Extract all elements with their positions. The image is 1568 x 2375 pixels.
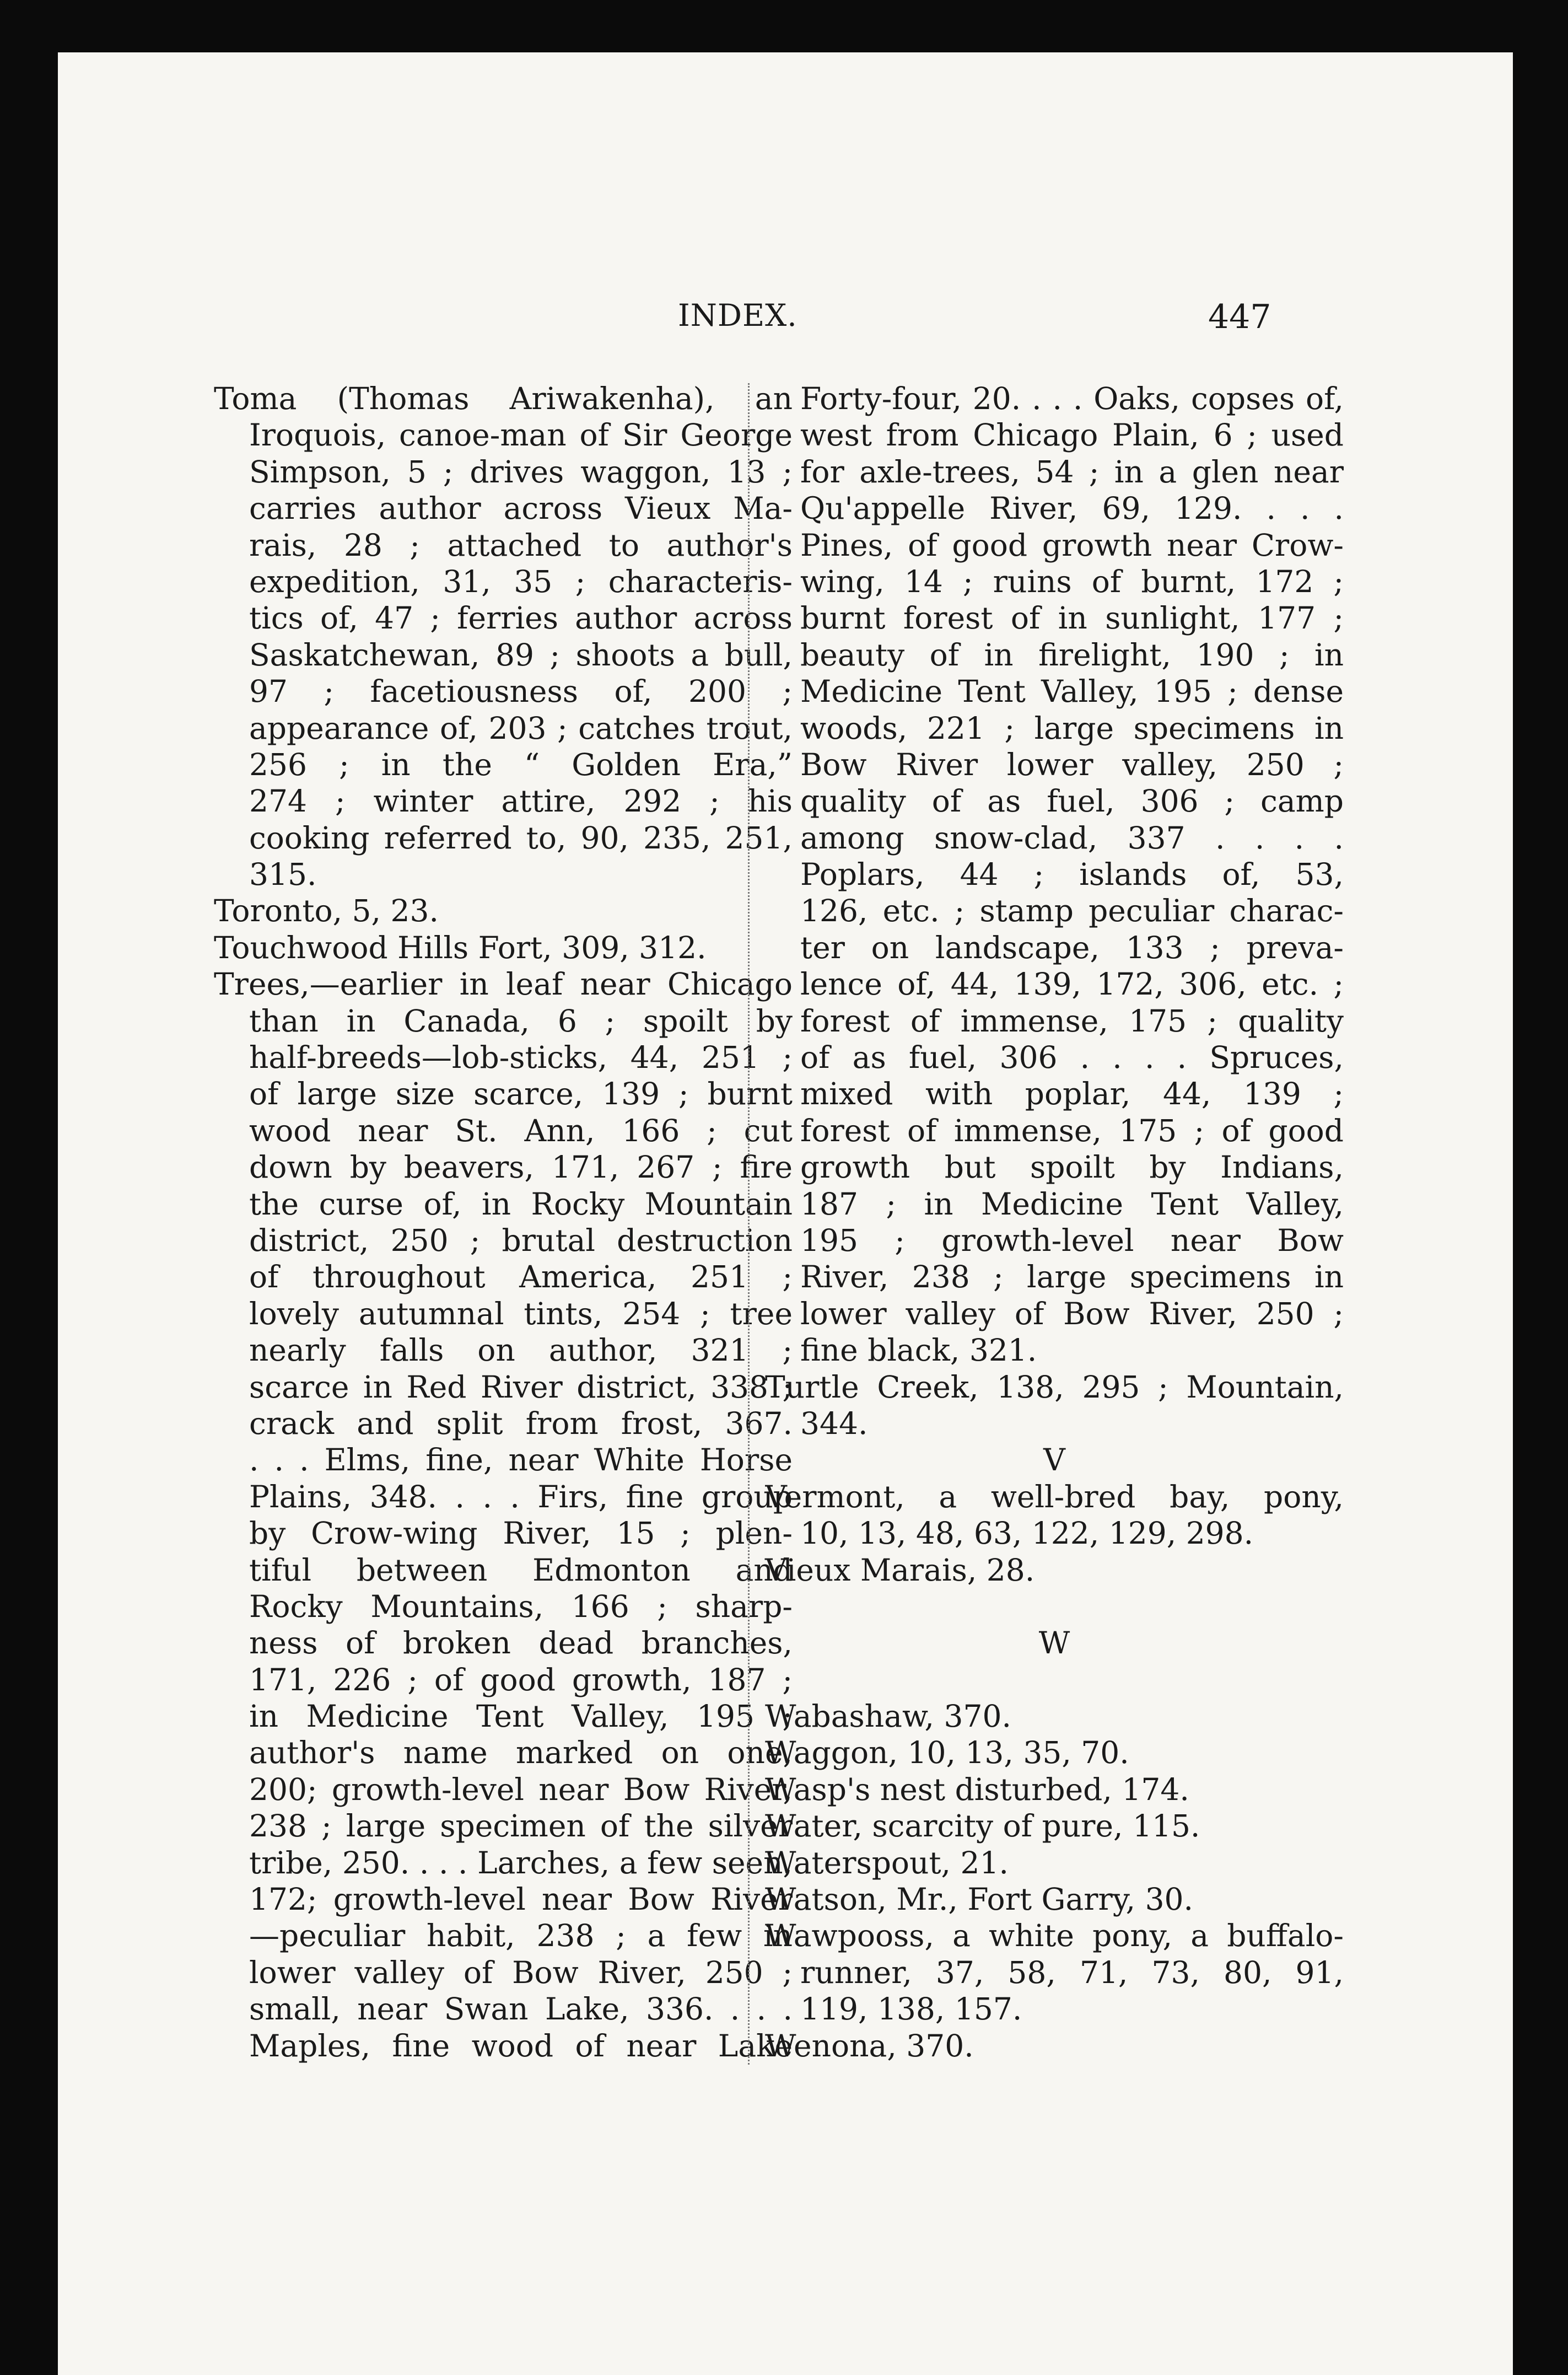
index-line: Maples, fine wood of near Lake [249,2028,793,2064]
page-header [58,298,1513,336]
index-line: Bow River lower valley, 250 ; [800,746,1344,782]
book-page [58,52,1513,2375]
index-line: tics of, 47 ; ferries author across [249,600,793,636]
index-line: forest of immense, 175 ; quality [800,1003,1344,1039]
index-line: district, 250 ; brutal destruction [249,1222,793,1258]
index-line: Watson, Mr., Fort Garry, 30. [765,1882,1194,1917]
index-line: than in Canada, 6 ; spoilt by [249,1003,793,1039]
index-line: half-breeds—lob-sticks, 44, 251 ; [249,1040,793,1076]
index-line: 126, etc. ; stamp peculiar charac- [800,893,1344,929]
index-line: tribe, 250. . . . Larches, a few seen, [249,1845,793,1880]
index-line: runner, 37, 58, 71, 73, 80, 91, [800,1954,1344,1990]
index-line: Turtle Creek, 138, 295 ; Mountain, [765,1369,1344,1405]
index-line: 200; growth-level near Bow River, [249,1771,793,1807]
index-line: appearance of, 203 ; catches trout, [249,710,793,746]
index-line: quality of as fuel, 306 ; camp [800,783,1344,819]
index-line: of large size scarce, 139 ; burnt [249,1076,793,1112]
index-line: 172; growth-level near Bow River [249,1882,793,1917]
index-line: 119, 138, 157. [800,1991,1022,2027]
index-line: scarce in Red River district, 338 ; [249,1369,793,1405]
index-line: cooking referred to, 90, 235, 251, [249,820,793,856]
index-line: Iroquois, canoe-man of Sir George [249,417,793,453]
index-line: Saskatchewan, 89 ; shoots a bull, [249,637,793,673]
index-line: Vermont, a well-bred bay, pony, [765,1479,1344,1514]
index-line: mixed with poplar, 44, 139 ; [800,1076,1344,1112]
index-line: fine black, 321. [800,1332,1037,1368]
index-line: forest of immense, 175 ; of good [800,1113,1344,1148]
index-line: Wawpooss, a white pony, a buffalo- [765,1918,1344,1954]
page-title: INDEX. [678,298,798,333]
index-line: Water, scarcity of pure, 115. [765,1808,1200,1844]
index-column-left [214,380,793,2064]
index-line: Touchwood Hills Fort, 309, 312. [214,929,707,965]
index-line: author's name marked on one, [249,1735,793,1771]
index-line: . . . Elms, fine, near White Horse [249,1442,793,1478]
index-line: lence of, 44, 139, 172, 306, etc. ; [800,966,1344,1002]
index-line: Toronto, 5, 23. [214,893,439,929]
index-line: Wabashaw, 370. [765,1699,1011,1734]
index-line: Waterspout, 21. [765,1845,1009,1880]
index-line: in Medicine Tent Valley, 195 ; [249,1699,793,1734]
index-line: lower valley of Bow River, 250 ; [800,1296,1344,1331]
column-divider [748,383,750,2065]
index-line: wood near St. Ann, 166 ; cut [249,1113,793,1148]
index-line: beauty of in firelight, 190 ; in [800,637,1344,673]
index-line: nearly falls on author, 321 ; [249,1332,793,1368]
index-line: —peculiar habit, 238 ; a few in [249,1918,793,1954]
index-line: Wasp's nest disturbed, 174. [765,1771,1189,1807]
index-line: Medicine Tent Valley, 195 ; dense [800,674,1344,710]
index-line: Qu'appelle River, 69, 129. . . . [800,491,1344,526]
index-line: Vieux Marais, 28. [765,1552,1035,1588]
index-line: 238 ; large specimen of the silver [249,1808,793,1844]
index-line: Forty-four, 20. . . . Oaks, copses of, [800,381,1344,416]
index-line: 344. [800,1405,868,1441]
index-line: expedition, 31, 35 ; characteris- [249,563,793,599]
index-line: woods, 221 ; large specimens in [800,710,1344,746]
index-line: 187 ; in Medicine Tent Valley, [800,1186,1344,1222]
index-line: for axle-trees, 54 ; in a glen near [800,454,1344,490]
index-column-right [765,380,1344,2064]
index-line: 256 ; in the “ Golden Era,” [249,746,793,782]
index-line: Poplars, 44 ; islands of, 53, [800,857,1344,893]
index-line: 274 ; winter attire, 292 ; his [249,783,793,819]
index-line: Plains, 348. . . . Firs, fine group [249,1479,793,1514]
index-line: of as fuel, 306 . . . . Spruces, [800,1040,1344,1076]
index-line: Trees,—earlier in leaf near Chicago [214,966,793,1002]
index-line: among snow-clad, 337 . . . . [800,820,1344,856]
index-line: burnt forest of in sunlight, 177 ; [800,600,1344,636]
index-line: Simpson, 5 ; drives waggon, 13 ; [249,454,793,490]
index-line: River, 238 ; large specimens in [800,1259,1344,1295]
index-line: lovely autumnal tints, 254 ; tree [249,1296,793,1331]
index-line: wing, 14 ; ruins of burnt, 172 ; [800,563,1344,599]
index-line: 171, 226 ; of good growth, 187 ; [249,1662,793,1697]
index-line: rais, 28 ; attached to author's [249,527,793,563]
index-line: Wenona, 370. [765,2028,974,2064]
index-line: west from Chicago Plain, 6 ; used [800,417,1344,453]
index-line: ter on landscape, 133 ; preva- [800,929,1344,965]
index-line: tiful between Edmonton and [249,1552,793,1588]
index-line: Toma (Thomas Ariwakenha), an [214,381,793,416]
index-line: by Crow-wing River, 15 ; plen- [249,1516,793,1551]
index-line [765,1588,1344,1625]
index-line: Rocky Mountains, 166 ; sharp- [249,1588,793,1624]
index-line [765,1662,1344,1698]
index-line: 97 ; facetiousness of, 200 ; [249,674,793,710]
index-line: small, near Swan Lake, 336. . . . [249,1991,793,2027]
index-letter-heading: V [1043,1442,1065,1478]
index-line: 10, 13, 48, 63, 122, 129, 298. [800,1516,1254,1551]
index-line: Pines, of good growth near Crow- [800,527,1344,563]
index-letter-heading: W [1038,1625,1070,1661]
page-number: 447 [1208,298,1271,336]
index-line: carries author across Vieux Ma- [249,491,793,526]
index-line: lower valley of Bow River, 250 ; [249,1954,793,1990]
index-line: growth but spoilt by Indians, [800,1149,1344,1185]
index-line: down by beavers, 171, 267 ; fire [249,1149,793,1185]
index-line: the curse of, in Rocky Mountain [249,1186,793,1222]
index-line: 195 ; growth-level near Bow [800,1222,1344,1258]
index-line: ness of broken dead branches, [249,1625,793,1661]
index-line: crack and split from frost, 367. [249,1405,793,1441]
index-line: Waggon, 10, 13, 35, 70. [765,1735,1129,1771]
index-line: of throughout America, 251 ; [249,1259,793,1295]
index-line: 315. [249,857,317,893]
